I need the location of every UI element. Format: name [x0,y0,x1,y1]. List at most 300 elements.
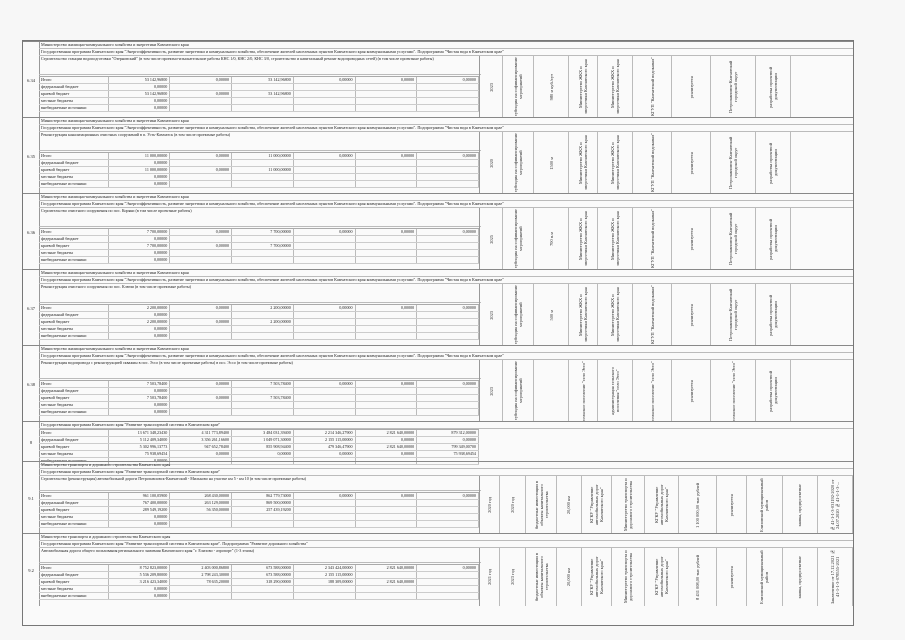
attribute-cell-docs [783,548,818,606]
finance-cell [294,395,356,401]
finance-cell: 75 938,69454 [109,451,171,457]
finance-cell: 0,00000 [109,250,171,256]
finance-cell: 0,00000 [109,181,171,187]
finance-cell [294,507,356,513]
finance-cell [232,586,294,592]
finance-cell [294,326,356,332]
attribute-text-note: Заключение от 17.12.2021 № 41-1-1-3-078555-2021 [829,549,840,605]
finance-cell [356,507,418,513]
finance-row [39,402,479,409]
finance-cell: 0,00000 [109,84,171,90]
ministry-line: Министерство жилищно-коммунального хозяйства и энергетики Камчатского края [39,42,853,49]
finance-cell [294,333,356,339]
attribute-text-customer1: сельское поселение "село Эссо" [580,361,586,421]
finance-cell: 0,00000 [232,451,294,457]
finance-cell [232,593,294,599]
finance-row-label: Итого [39,229,109,235]
finance-table [39,304,479,340]
finance-cell [294,167,356,173]
attribute-text-cost: 8 431 008,00 тыс рублей [694,554,700,600]
finance-row-label: местные бюджеты [39,451,109,457]
finance-cell [294,84,356,90]
finance-cell: 862 779,73000 [232,493,294,499]
finance-cell [170,181,232,187]
finance-cell: 961 100,05900 [109,493,171,499]
finance-cell [294,236,356,242]
finance-cell: 188 309,00000 [294,579,356,585]
finance-cell [356,312,418,318]
finance-cell [356,160,418,166]
finance-cell [232,312,294,318]
row-number: 6.37 [23,270,40,346]
attribute-text-customer2: Министерство ЖКХ и энергетики Камчатского края [610,59,620,115]
attribute-text-status: реализуется [688,75,694,99]
finance-cell: 0,00000 [170,243,232,249]
attribute-cell-year2 [500,548,527,606]
finance-row [39,84,479,91]
attribute-cell-customer1 [582,548,612,606]
finance-cell [417,167,479,173]
finance-cell: 1 049 071,30000 [232,437,294,443]
finance-row [39,572,479,579]
attribute-cell-customer1 [569,284,598,346]
finance-cell: 0,00000 [109,593,171,599]
attribute-text-power: 500 м [548,309,554,321]
finance-cell: 0,00000 [356,381,418,387]
attribute-text-customer2: Министерство транспорта и дорожного строительства [622,550,633,604]
attribute-text-docs: разработка проектной документации [768,218,778,260]
attribute-text-goal: субсидия на софинансирование мероприятий [513,285,523,345]
program-line: Государственная программа Камчатского края "Энергоэффективность, развитие энергетики и коммунального хозяйства, обеспечение жителей населенных пунктов Камчатского края коммунальными услугами". Подпрограмма "Чистая вода в Камчатском крае" [39,125,853,132]
attribute-cell-status [672,360,711,422]
finance-cell [170,388,232,394]
attribute-cell-district [747,476,782,534]
attribute-cell-year [480,208,503,270]
attribute-cell-docs [756,360,791,422]
finance-cell [170,236,232,242]
finance-cell: 879 312,00000 [417,430,479,436]
finance-row-label: краевой бюджет [39,243,109,249]
finance-cell [294,500,356,506]
finance-row [39,105,479,112]
finance-cell: 673 588,00000 [232,565,294,571]
finance-row [39,437,479,444]
row-number: 6.36 [23,194,40,270]
finance-table [39,228,479,264]
finance-cell: 11 000,00000 [232,167,294,173]
finance-cell: 7 503,78400 [232,395,294,401]
finance-cell [294,312,356,318]
finance-cell: 7 700,00000 [109,229,171,235]
attribute-text-docs: разработка проектной документации [768,142,778,184]
finance-cell: 673 588,00000 [232,572,294,578]
finance-row [39,409,479,416]
finance-cell [417,181,479,187]
finance-cell: 2 155 115,00000 [294,572,356,578]
attribute-text-builder: КГКУ "Управление автомобильных дорог Камчатского края" [653,484,669,526]
project-description: Реконструкция канализационных очистных сооружений в п. Усть-Камчатск (в том числе проектные работы) [39,132,481,151]
finance-cell [294,98,356,104]
finance-cell: 2 200,00000 [232,305,294,311]
finance-cell: 7 700,00000 [232,243,294,249]
finance-row-label: внебюджетные источники [39,458,109,464]
finance-cell: 11 000,00000 [109,153,171,159]
finance-cell: 257 439,19200 [232,507,294,513]
finance-cell: 53 142,96800 [109,91,171,97]
attribute-cell-docs [783,476,818,534]
finance-cell [417,84,479,90]
finance-cell: 0,00000 [109,98,171,104]
finance-cell [170,514,232,520]
attribute-cell-note [818,548,853,606]
attribute-text-status: реализуется [688,151,694,175]
attribute-cell-customer2 [598,56,633,118]
finance-cell [356,521,418,527]
finance-row [39,326,479,333]
attribute-text-status: реализуется [729,493,735,517]
finance-row [39,333,479,340]
attribute-cell-district [711,208,756,270]
attribute-cell-docs [756,284,791,346]
finance-row [39,586,479,593]
finance-cell [356,105,418,111]
finance-cell [294,250,356,256]
finance-table [39,564,479,600]
finance-cell: 56 350,00000 [170,507,232,513]
finance-row [39,493,479,500]
finance-cell: 3 216 423,34000 [109,579,171,585]
finance-cell: 0,00000 [294,493,356,499]
row-number: 6.35 [23,118,40,194]
attribute-cell-note [818,476,853,534]
finance-row-label: Итого [39,381,109,387]
finance-cell [232,521,294,527]
ministry-line: Министерство жилищно-коммунального хозяйства и энергетики Камчатского края [39,270,853,277]
finance-row [39,153,479,160]
attribute-cell-docs [756,132,791,194]
finance-cell: 3 356 261,16600 [170,437,232,443]
finance-cell [356,395,418,401]
finance-row-label: краевой бюджет [39,319,109,325]
finance-cell [356,409,418,415]
finance-cell: 0,00000 [417,565,479,571]
attribute-text-district: Петропавловск-Камчатский городской округ [728,288,738,342]
finance-cell: 479 346,47900 [294,444,356,450]
attribute-columns [479,360,853,422]
finance-cell: 0,00000 [170,395,232,401]
attribute-text-docs: разработка проектной документации [768,370,778,412]
attribute-cell-status [717,548,747,606]
finance-cell [294,514,356,520]
finance-cell [170,326,232,332]
finance-cell [356,257,418,263]
finance-cell: 0,00000 [170,167,232,173]
finance-row-label: местные бюджеты [39,98,109,104]
finance-cell [417,500,479,506]
program-line: Государственная программа Камчатского края "Энергоэффективность, развитие энергетики и коммунального хозяйства, обеспечение жителей населенных пунктов Камчатского края коммунальными услугами". Подпрограмма "Чистая вода в Камчатском крае" [39,353,853,360]
attribute-text-builder: КГУП "Камчатский водоканал" [649,133,655,193]
finance-cell: 8 752 823,00000 [109,565,171,571]
attribute-text-power: 20,000 км [566,495,572,515]
finance-cell: 53 142,96800 [232,77,294,83]
finance-cell [356,91,418,97]
finance-cell: 0,00000 [294,229,356,235]
attribute-text-docs: заявка, предпроектные [797,555,803,599]
finance-cell [356,250,418,256]
finance-cell [356,243,418,249]
attribute-text-year: 2023 [488,310,494,320]
attribute-cell-district [711,360,756,422]
attribute-cell-builder [645,476,679,534]
attribute-cell-status [672,132,711,194]
attribute-cell-district [711,132,756,194]
finance-row-label: местные бюджеты [39,250,109,256]
finance-cell: 0,00000 [417,305,479,311]
finance-row-label: федеральный бюджет [39,572,109,578]
finance-row-label: внебюджетные источники [39,521,109,527]
finance-cell: 13 671 348,23430 [109,430,171,436]
attribute-cell-customer2 [598,208,633,270]
finance-cell [356,514,418,520]
finance-cell [232,402,294,408]
attribute-cell-power [534,56,569,118]
finance-cell [294,586,356,592]
finance-row [39,507,479,514]
attribute-text-district: Елизовский муниципальный район [759,478,770,532]
finance-cell: 11 000,00000 [232,153,294,159]
finance-cell: 289 549,19200 [109,507,171,513]
finance-cell [294,257,356,263]
attribute-text-customer1: Министерство ЖКХ и энергетики Камчатского края [578,287,588,343]
finance-cell [170,160,232,166]
finance-row-label: Итого [39,77,109,83]
finance-cell [232,250,294,256]
finance-row-label: федеральный бюджет [39,500,109,506]
project-block [23,193,853,270]
attribute-text-district: Петропавловск-Камчатский городской округ [728,136,738,190]
attribute-text-power: 20,000 км [566,567,572,587]
attribute-text-docs: заявка, предпроектные [797,483,803,527]
attribute-cell-power [557,476,582,534]
finance-cell [356,586,418,592]
investment-table [22,40,854,626]
finance-cell: 0,00000 [294,451,356,457]
attribute-text-note: № 41-1-1-3-031192-2020 от 24.07.2020 № 41-1-1-3-... [829,479,840,531]
finance-cell: 268 430,00000 [170,493,232,499]
finance-cell: 2 200,00000 [109,305,171,311]
finance-row [39,319,479,326]
finance-cell [356,326,418,332]
finance-cell [417,388,479,394]
finance-row [39,514,479,521]
attribute-cell-builder [645,548,679,606]
finance-row-label: внебюджетные источники [39,181,109,187]
finance-cell [356,98,418,104]
finance-cell: 869 500,00000 [232,500,294,506]
attribute-cell-goal [503,132,534,194]
finance-cell: 2 798 243,30000 [170,572,232,578]
finance-cell [170,593,232,599]
finance-row [39,444,479,451]
finance-cell [294,243,356,249]
finance-cell [356,572,418,578]
finance-cell [417,402,479,408]
finance-cell: 0,00000 [356,437,418,443]
finance-row [39,250,479,257]
finance-cell [170,521,232,527]
finance-cell: 0,00000 [417,437,479,443]
finance-row-label: внебюджетные источники [39,257,109,263]
finance-row-label: краевой бюджет [39,395,109,401]
attribute-cell-builder [633,132,672,194]
finance-cell [356,236,418,242]
finance-cell: 855 908,94400 [232,444,294,450]
row-number: 9.2 [23,534,40,606]
finance-cell: 2 200,00000 [232,319,294,325]
finance-cell [417,98,479,104]
finance-cell [294,174,356,180]
finance-cell [417,91,479,97]
project-block [23,41,853,118]
attribute-cell-year1 [480,548,500,606]
finance-cell [294,593,356,599]
finance-cell [417,312,479,318]
attribute-text-power: 980 м куб./сут [548,73,554,101]
finance-cell [417,586,479,592]
attribute-cell-builder [633,56,672,118]
finance-cell [417,326,479,332]
project-description: Строительство (реконструкция) автомобильной дороги Петропавловск-Камчатский - Мильково на участке км 5 - км 10 (в том числе проектные работы) [39,476,481,491]
finance-cell: 2 214 346,27900 [294,430,356,436]
attribute-text-docs: разработка проектной документации [768,294,778,336]
attribute-text-status: реализуется [688,227,694,251]
attribute-cell-docs [756,56,791,118]
attribute-cell-year [480,360,503,422]
finance-row-label: Итого [39,493,109,499]
attribute-cell-builder [633,360,672,422]
attribute-cell-power [534,132,569,194]
finance-cell: 7 700,00000 [109,243,171,249]
attribute-text-customer2: Министерство транспорта и дорожного строительства [622,478,633,532]
finance-row-label: краевой бюджет [39,579,109,585]
attribute-text-customer2: администрация сельского поселения "село Эссо" [610,367,620,415]
finance-cell: 0,00000 [294,381,356,387]
finance-cell [294,160,356,166]
finance-cell [356,167,418,173]
finance-cell: 0,00000 [356,77,418,83]
finance-cell: 11 000,00000 [109,167,171,173]
finance-cell: 2 403 000,86800 [170,565,232,571]
finance-cell [294,105,356,111]
attribute-cell-builder [633,208,672,270]
finance-cell: 318 290,00000 [232,579,294,585]
attribute-columns [479,284,853,346]
finance-cell [232,181,294,187]
attribute-text-customer1: КГКУ "Управление автомобильных дорог Камчатского края" [588,556,604,598]
project-description: Строительство станции водоподготовки "Озерновский" (в том числе проектно-изыскательские работы КНС 1/0, КНС 2/0, КНС 3/0, строительство и капитальный ремонт водопроводных сетей) (в том числе проектные работы) [39,56,481,75]
attribute-cell-cost [679,476,718,534]
finance-cell [170,105,232,111]
finance-cell [170,84,232,90]
finance-row-label: внебюджетные источники [39,333,109,339]
finance-cell: 0,00000 [356,305,418,311]
finance-row-label: местные бюджеты [39,402,109,408]
attribute-text-year1: 2021 год [486,569,492,585]
finance-row [39,243,479,250]
finance-cell [417,521,479,527]
attribute-cell-year [480,56,503,118]
attribute-cell-power [534,360,569,422]
attribute-text-status: реализуется [688,303,694,327]
finance-cell: 2 821 640,00000 [356,430,418,436]
attribute-cell-customer2 [598,360,633,422]
ministry-line: Министерство жилищно-коммунального хозяйства и энергетики Камчатского края [39,346,853,353]
attribute-text-customer1: Министерство ЖКХ и энергетики Камчатского края [578,135,588,191]
attribute-text-power: 700 п.м [548,232,554,246]
attribute-columns [479,132,853,194]
finance-cell: 0,00000 [109,458,171,464]
ministry-line: Министерство жилищно-коммунального хозяйства и энергетики Камчатского края [39,118,853,125]
finance-cell [356,174,418,180]
finance-cell [356,84,418,90]
finance-row [39,181,479,188]
row-number: 9.1 [23,462,40,534]
finance-cell [232,326,294,332]
attribute-cell-power [534,284,569,346]
finance-cell: 799 349,00700 [417,444,479,450]
finance-cell: 0,00000 [356,451,418,457]
attribute-text-docs: разработка проектной документации [768,66,778,108]
program-line: Государственная программа Камчатского края "Развитие транспортной системы в Камчатском крае". Подпрограмма "Развитие дорожного хозяйства" [39,541,853,548]
finance-row-label: федеральный бюджет [39,84,109,90]
finance-cell [294,388,356,394]
finance-cell [417,572,479,578]
attribute-text-customer1: Министерство ЖКХ и энергетики Камчатского края [578,59,588,115]
attribute-text-year: 2023 [488,82,494,92]
finance-cell [356,388,418,394]
finance-cell [170,586,232,592]
finance-cell: 4 311 773,89400 [170,430,232,436]
finance-cell [417,243,479,249]
attribute-cell-goal [526,476,556,534]
finance-cell [417,236,479,242]
project-description: Реконструкция очистного сооружения по пос. Ключи (в том числе проектные работы) [39,284,481,303]
finance-cell: 5 536 209,80000 [109,572,171,578]
finance-row-label: Итого [39,430,109,436]
finance-cell: 2 821 640,00000 [356,444,418,450]
finance-cell [232,514,294,520]
finance-cell [356,593,418,599]
finance-row-label: местные бюджеты [39,326,109,332]
finance-row-label: внебюджетные источники [39,105,109,111]
finance-row [39,305,479,312]
finance-row-label: Итого [39,305,109,311]
finance-cell [294,91,356,97]
finance-cell: 0,00000 [109,236,171,242]
finance-cell: 2 343 424,00000 [294,565,356,571]
finance-cell: 3 484 031,39400 [232,430,294,436]
attribute-text-cost: 1 100 000,00 тыс рублей [694,482,700,528]
finance-cell [417,409,479,415]
attribute-text-customer1: Министерство ЖКХ и энергетики Камчатского края [578,211,588,267]
finance-cell [170,333,232,339]
attribute-text-year1: 2020 год [486,497,492,513]
finance-cell [294,409,356,415]
row-number: 6.38 [23,346,40,422]
finance-cell [232,409,294,415]
finance-cell: 0,00000 [170,451,232,457]
project-description: Автомобильная дорога общего пользования регионального значения Камчатского края "г. Елизово - аэропорт" (1-3 этапы) [39,548,481,563]
